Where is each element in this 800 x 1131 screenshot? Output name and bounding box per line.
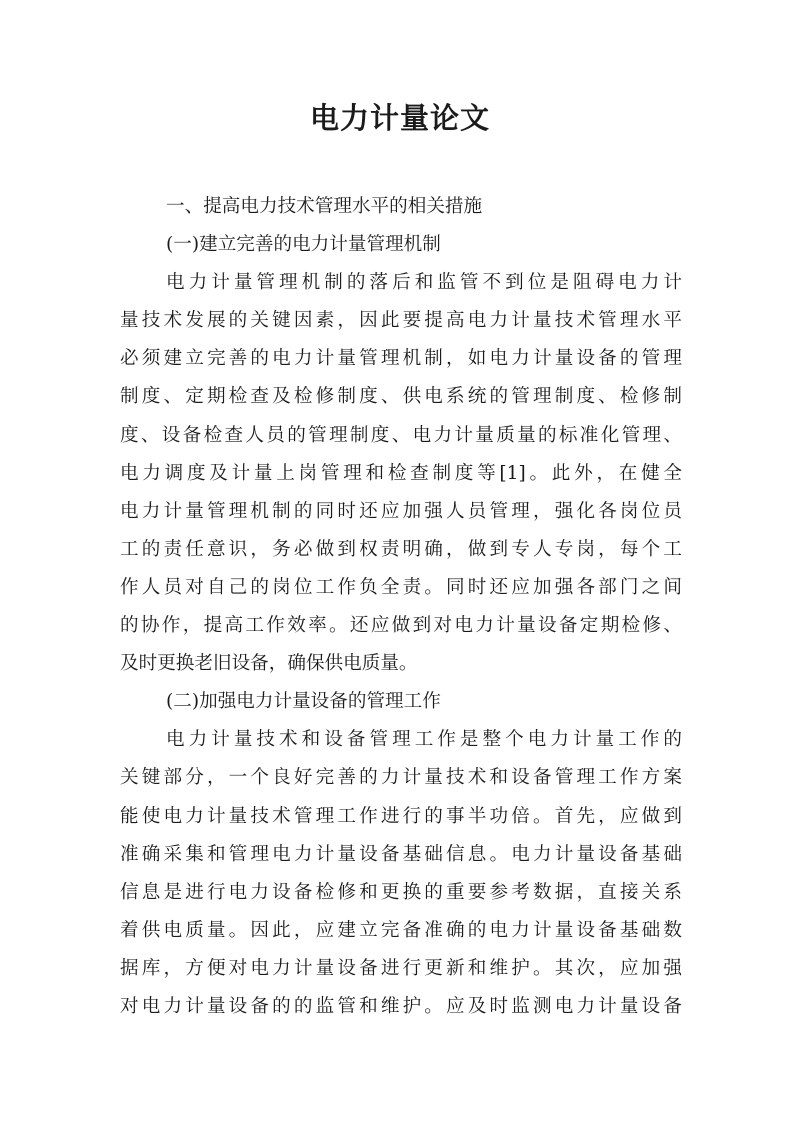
paragraph-line: 电力计量技术和设备管理工作是整个电力计量工作的 [166, 729, 682, 751]
paragraph-line: 电力调度及计量上岗管理和检查制度等[1]。此外，在健全 [120, 462, 682, 484]
subsection-heading-1: (一)建立完善的电力计量管理机制 [166, 234, 441, 256]
paragraph-line: 作人员对自己的岗位工作负全责。同时还应加强各部门之间 [120, 576, 682, 598]
paragraph-line: 工的责任意识，务必做到权责明确，做到专人专岗，每个工 [120, 538, 682, 560]
paragraph-line: 度、设备检查人员的管理制度、电力计量质量的标准化管理、 [120, 424, 682, 446]
paragraph-line: 及时更换老旧设备，确保供电质量。 [120, 653, 418, 675]
section-heading-1: 一、提高电力技术管理水平的相关措施 [166, 196, 483, 217]
paragraph-line: 据库，方便对电力计量设备进行更新和维护。其次，应加强 [120, 957, 682, 979]
document-title: 电力计量论文 [309, 101, 490, 135]
paragraph-line: 制度、定期检查及检修制度、供电系统的管理制度、检修制 [120, 386, 682, 408]
paragraph-line: 的协作，提高工作效率。还应做到对电力计量设备定期检修、 [120, 615, 682, 637]
paragraph-line: 电力计量管理机制的同时还应加强人员管理，强化各岗位员 [120, 500, 682, 522]
paragraph-line: 必须建立完善的电力计量管理机制，如电力计量设备的管理 [120, 348, 682, 370]
document-body [120, 188, 682, 1026]
paragraph-line: 电力计量管理机制的落后和监管不到位是阻碍电力计 [166, 272, 682, 294]
paragraph-line: 准确采集和管理电力计量设备基础信息。电力计量设备基础 [120, 843, 682, 865]
paragraph-line: 对电力计量设备的的监管和维护。应及时监测电力计量设备 [120, 995, 682, 1017]
subsection-heading-2: (二)加强电力计量设备的管理工作 [166, 691, 441, 713]
paragraph-line: 信息是进行电力设备检修和更换的重要参考数据，直接关系 [120, 881, 682, 903]
paragraph-line: 能使电力计量技术管理工作进行的事半功倍。首先，应做到 [120, 805, 682, 827]
paragraph-line: 量技术发展的关键因素，因此要提高电力计量技术管理水平 [120, 310, 682, 332]
paragraph-line: 关键部分，一个良好完善的力计量技术和设备管理工作方案 [120, 767, 682, 789]
paragraph-line: 着供电质量。因此，应建立完备准确的电力计量设备基础数 [120, 919, 682, 941]
